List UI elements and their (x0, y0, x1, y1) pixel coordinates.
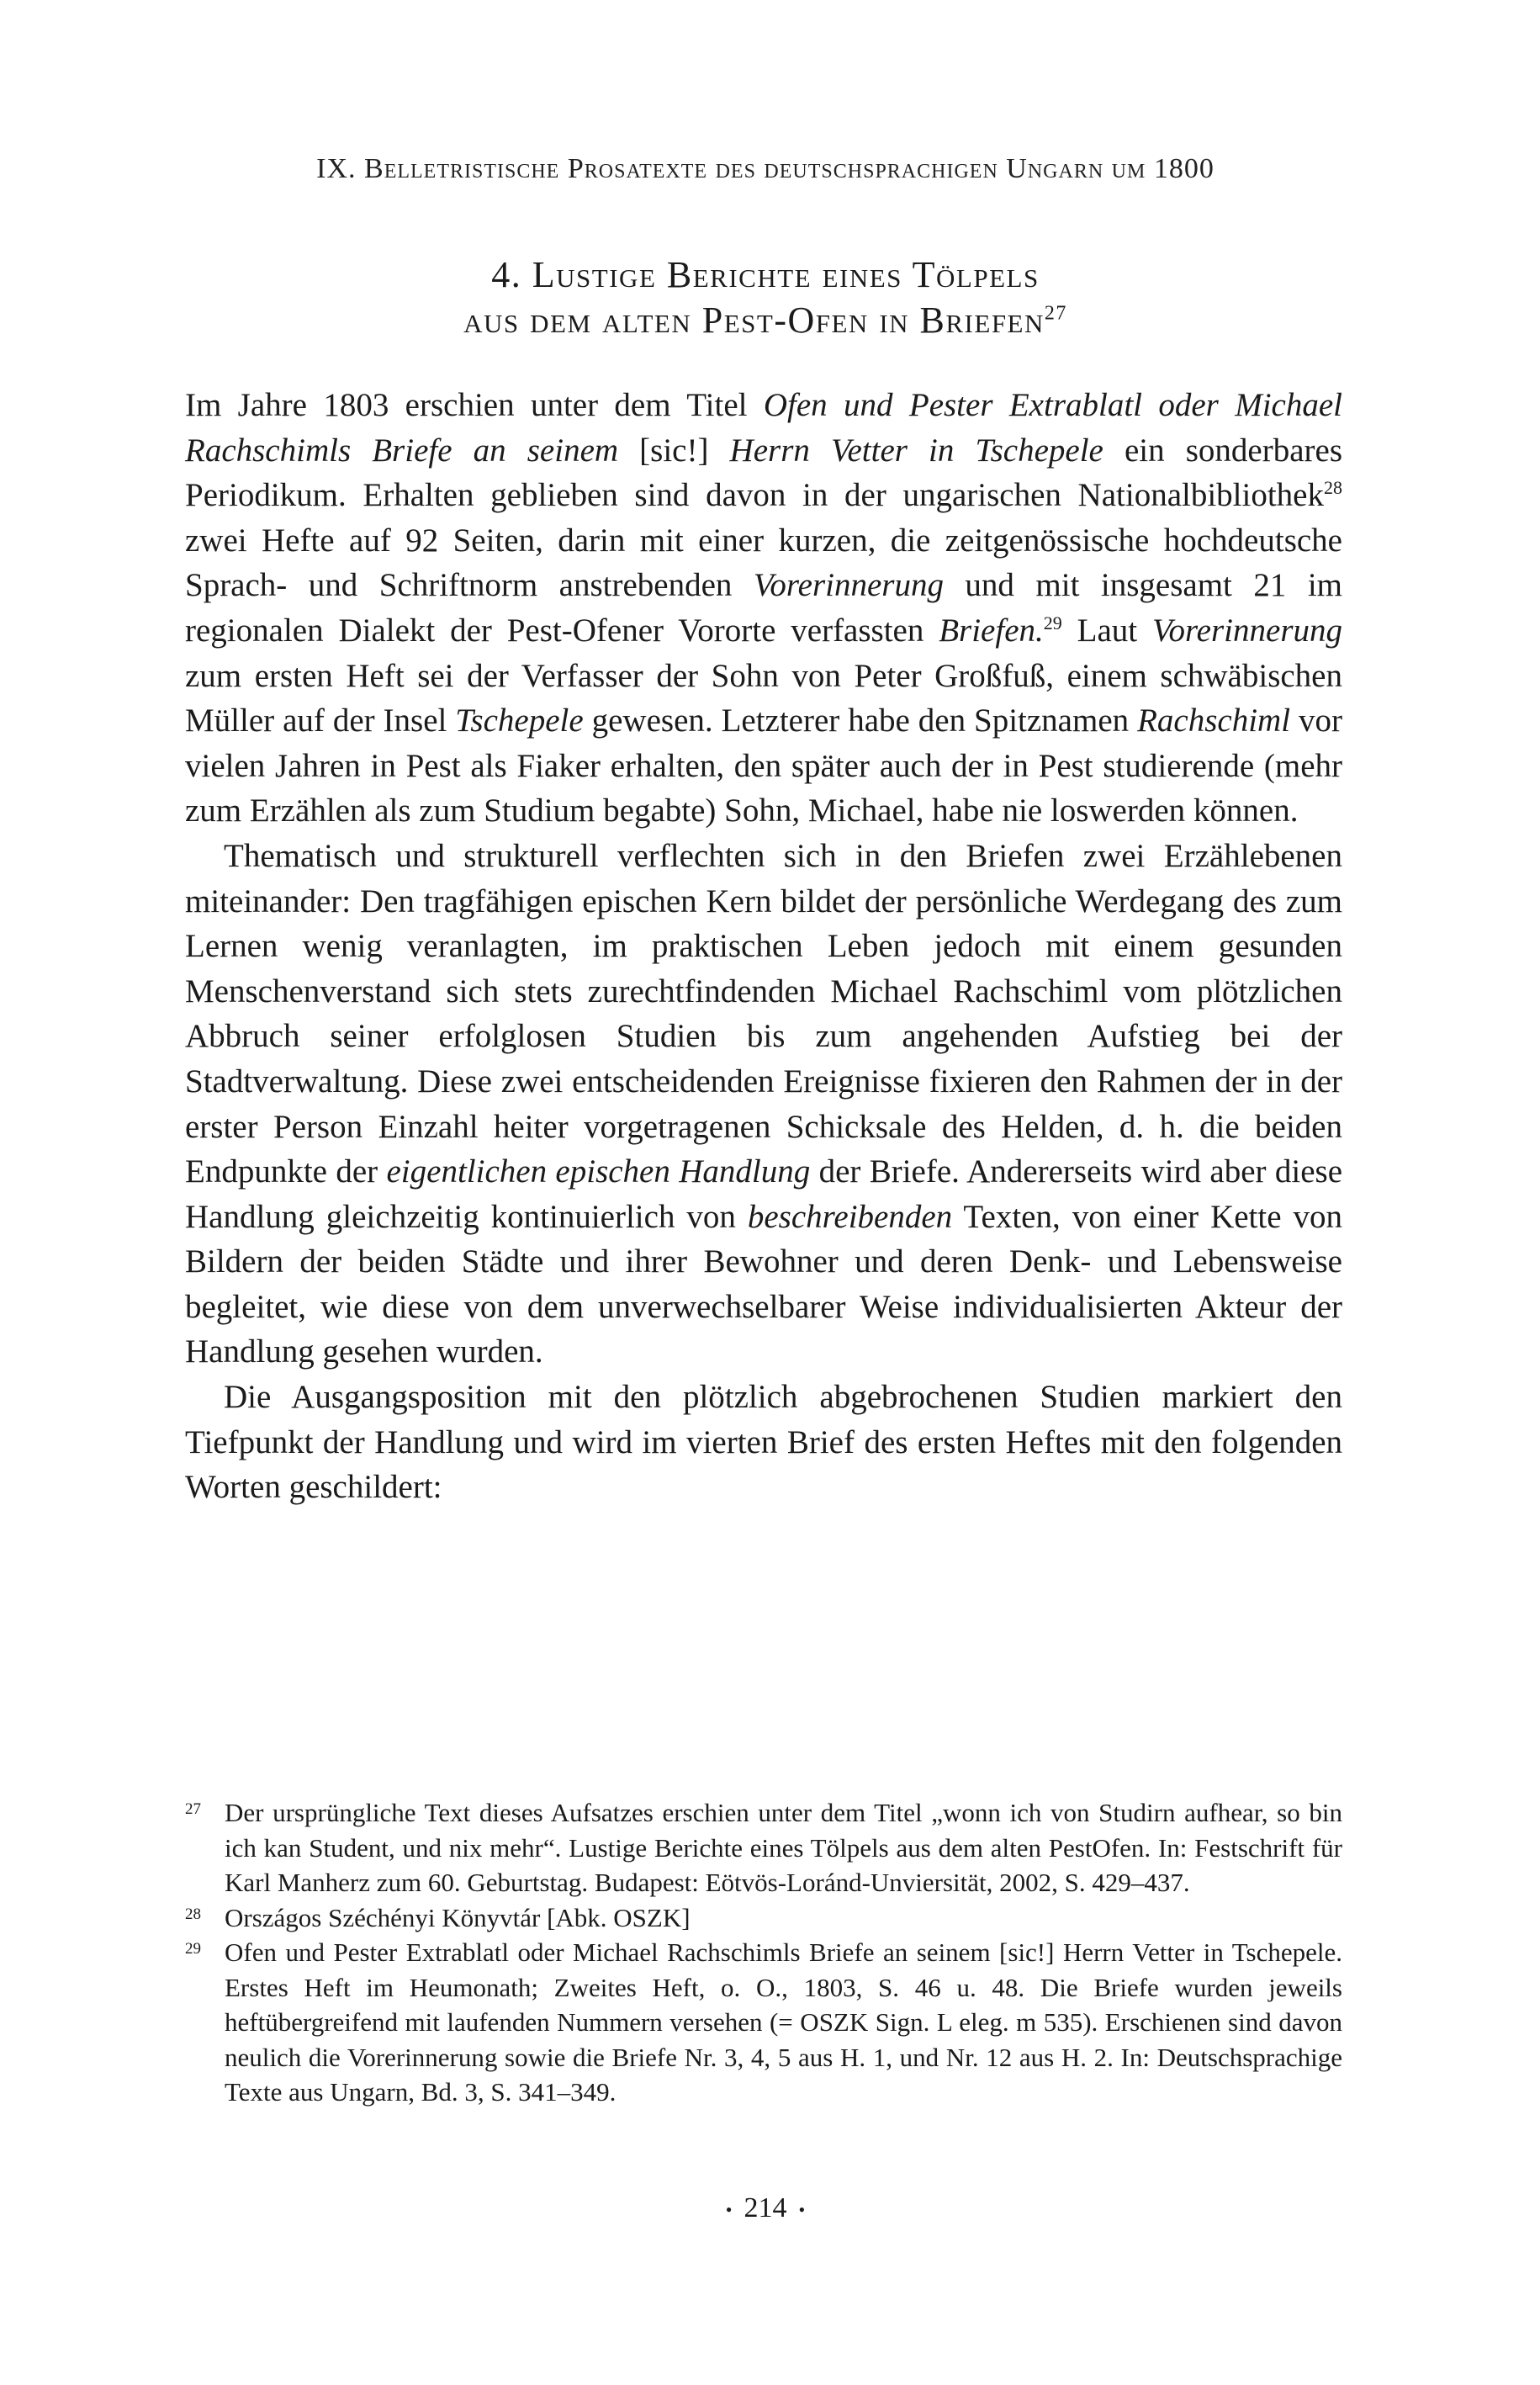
p1-italic-6: Tschepele (455, 702, 584, 739)
p2-italic-1: eigentlichen epischen Handlung (386, 1153, 811, 1190)
page-number-value: 214 (744, 2192, 787, 2223)
p1-italic-1: Ofen und Pester Extrablatl oder Michael Rachschimls Briefe an seinem (185, 387, 1342, 469)
p1-italic-4: Briefen. (939, 612, 1044, 649)
body-text (185, 383, 1342, 1510)
p1-text-6: Laut (1061, 612, 1152, 649)
p1-italic-3: Vorerinnerung (753, 567, 944, 604)
p1-text-4: zwei Hefte auf 92 Seiten, darin mit einer kurzen, die zeitgenössische hochdeutsche Sprach- und Schriftnorm anstrebenden (185, 522, 1342, 604)
section-title-line-2-text: aus dem alten Pest-Ofen in Briefen (463, 299, 1045, 341)
footnote-28-text: Országos Széchényi Könyvtár [Abk. OSZK] (225, 1902, 691, 1932)
paragraph-1 (185, 383, 1342, 834)
p2-text-1: Thematisch und strukturell verflechten sich in den Briefen zwei Erzählebenen miteinander: Den tragfähigen epischen Kern bildet der persönliche Werdegang des zum Lernen wenig veranlagten, im praktischen Leben jedoch mit einem gesunden Menschenverstand sich stets zurechtfindenden Michael Rachschiml vom plötzlichen Abbruch seiner erfolglosen Studien bis zum angehenden Aufstieg bei der Stadtverwaltung. Diese zwei entscheidenden Ereignisse fixieren den Rahmen der in der erster Person Einzahl heiter vorgetragenen Schicksale des Helden, d. h. die beiden Endpunkte der (185, 837, 1342, 1190)
p1-italic-5: Vorerinnerung (1151, 612, 1342, 649)
footnotes (185, 1795, 1342, 2110)
p1-italic-2: Herrn Vetter in Tschepele (729, 432, 1103, 469)
bullet-right: • (798, 2199, 806, 2221)
section-title-line-2 (185, 298, 1346, 343)
p2-italic-2: beschreibenden (747, 1198, 953, 1235)
p3-text-1: Die Ausgangsposition mit den plötzlich abgebrochenen Studien markiert den Tiefpunkt der Handlung und wird im vierten Brief des ersten Heftes mit den folgenden Worten geschildert: (185, 1379, 1342, 1506)
footnote-28-number: 28 (185, 1905, 201, 1923)
p1-text-1: Im Jahre 1803 erschien unter dem Titel (185, 387, 764, 423)
footnote-28 (185, 1900, 1342, 1936)
footnote-29-text: Ofen und Pester Extrablatl oder Michael Rachschimls Briefe an seinem [sic!] Herrn Vetter in Tschepele. Erstes Heft im Heumonath; Zweites Heft, o. O., 1803, S. 46 u. 48. Die Briefe wurden jeweils heftübergreifend mit laufenden Nummern versehen (= OSZK Sign. L eleg. m 535). Erschienen sind davon neulich die Vorerinnerung sowie die Briefe Nr. 3, 4, 5 aus H. 1, und Nr. 12 aus H. 2. In: Deutschsprachige Texte aus Ungarn, Bd. 3, S. 341–349. (225, 1937, 1342, 2107)
paragraph-3 (185, 1375, 1342, 1510)
footnote-27-text: Der ursprüngliche Text dieses Aufsatzes erschien unter dem Titel „wonn ich von Studirn aufhear, so bin ich kan Student, und nix mehr“. Lustige Berichte eines Tölpels aus dem alten PestOfen. In: Festschrift für Karl Manherz zum 60. Geburtstag. Budapest: Eötvös-Loránd-Unviersität, 2002, S. 429–437. (225, 1798, 1342, 1897)
p1-text-7: zum ersten Heft sei der Verfasser der Sohn von Peter Großfuß, einem schwäbischen Müller auf der Insel (185, 657, 1342, 739)
p1-text-5: und mit insgesamt 21 im regionalen Dialekt der Pest-Ofener Vororte verfassten (185, 567, 1342, 649)
footnote-27-number: 27 (185, 1800, 201, 1818)
p1-text-3: ein sonderbares Periodikum. Erhalten geblieben sind davon in der ungarischen Nationalbibliothek (185, 432, 1342, 514)
p1-text-8: gewesen. Letzterer habe den Spitznamen (583, 702, 1138, 739)
p2-text-3: Texten, von einer Kette von Bildern der beiden Städte und ihrer Bewohner und deren Denk- und Lebensweise begleitet, wie diese von dem unverwechselbarer Weise individualisierten Akteur der Handlung gesehen wurden. (185, 1198, 1342, 1370)
footnote-27 (185, 1795, 1342, 1900)
section-title-line-1: 4. Lustige Berichte eines Tölpels (491, 254, 1040, 295)
p2-text-2: der Briefe. Andererseits wird aber diese Handlung gleichzeitig kontinuierlich von (185, 1153, 1342, 1235)
section-title (185, 252, 1346, 343)
p1-italic-7: Rachschiml (1137, 702, 1291, 739)
footnote-ref-28: 28 (1324, 477, 1342, 499)
p1-text-2: [sic!] (618, 432, 730, 469)
footnote-ref-27: 27 (1044, 302, 1067, 325)
p1-text-9: vor vielen Jahren in Pest als Fiaker erhalten, den später auch der in Pest studierende (mehr zum Erzählen als zum Studium begabte) Sohn, Michael, habe nie loswerden können. (185, 702, 1342, 829)
bullet-left: • (725, 2199, 733, 2221)
running-head: IX. Belletristische Prosatexte des deutschsprachigen Ungarn um 1800 (316, 153, 1215, 184)
footnote-29 (185, 1935, 1342, 2110)
paragraph-2 (185, 834, 1342, 1375)
footnote-ref-29: 29 (1043, 612, 1062, 633)
footnote-29-number: 29 (185, 1940, 201, 1958)
page-number (185, 2192, 1346, 2224)
